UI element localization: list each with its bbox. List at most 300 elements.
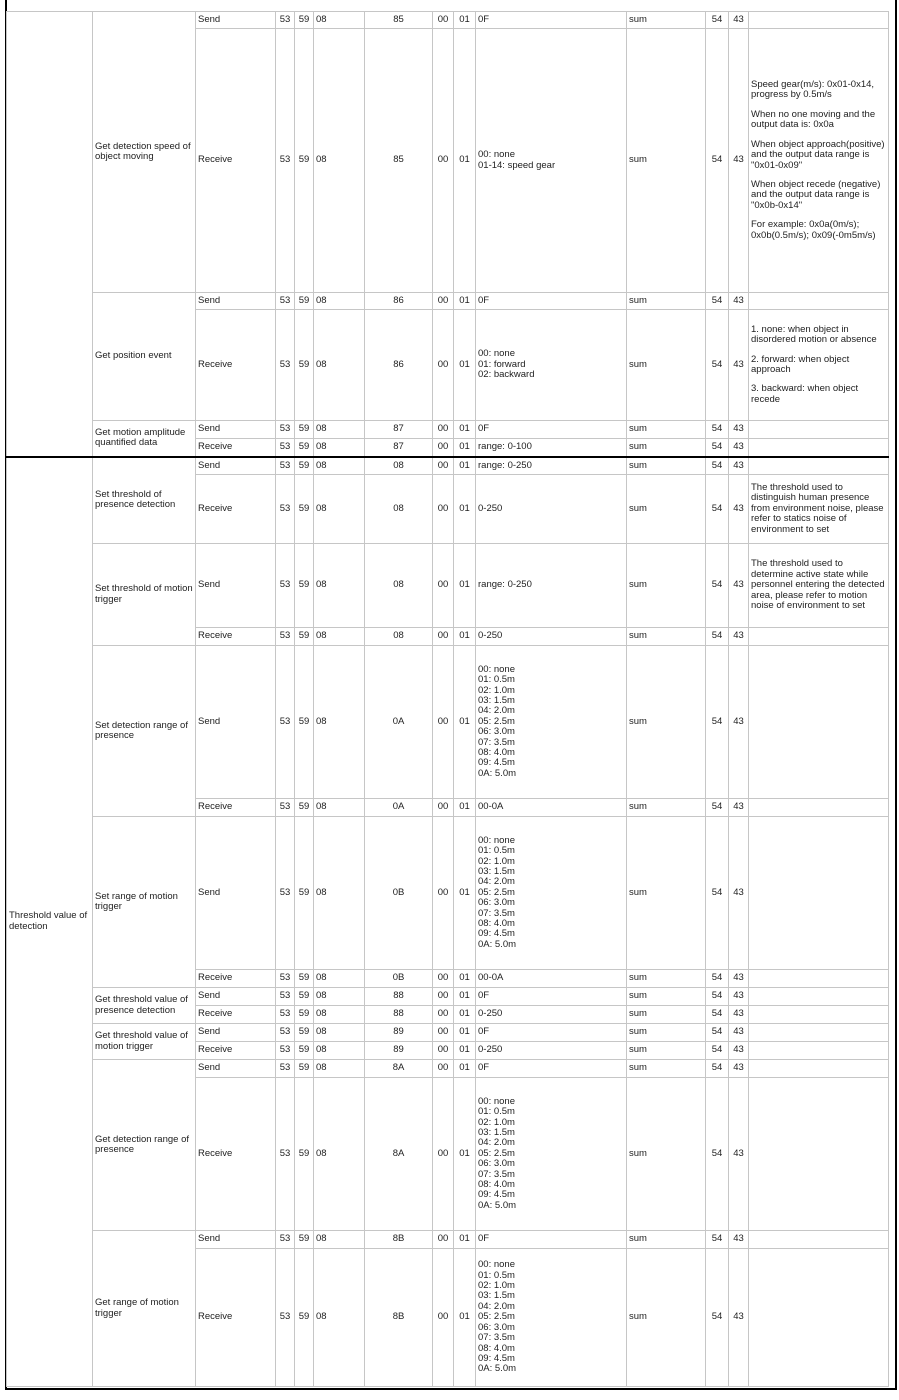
data-value-line: range: 0-250 <box>478 579 532 591</box>
length-byte-2: 01 <box>454 1060 476 1078</box>
data-value-line: 06: 3.0m <box>478 897 515 909</box>
direction-cell: Receive <box>196 475 276 544</box>
length-byte-1: 00 <box>433 817 454 970</box>
note-cell <box>749 439 889 457</box>
length-byte-1: 00 <box>433 475 454 544</box>
length-byte-2: 01 <box>454 421 476 439</box>
command-word: 8B <box>365 1231 433 1249</box>
header-byte-1: 53 <box>276 799 295 817</box>
note-cell <box>749 310 889 421</box>
data-cell <box>476 1042 627 1060</box>
length-byte-2: 01 <box>454 799 476 817</box>
data-value-line: 0F <box>478 13 490 25</box>
data-value-line: 04: 2.0m <box>478 1137 515 1149</box>
data-cell <box>476 1231 627 1249</box>
direction-cell: Receive <box>196 439 276 457</box>
table-row <box>7 421 889 439</box>
data-value-line: 0F <box>478 294 490 306</box>
direction-cell: Send <box>196 646 276 799</box>
checksum-cell: sum <box>627 29 706 293</box>
tail-byte-1: 54 <box>706 1060 729 1078</box>
tail-byte-1: 54 <box>706 293 729 310</box>
data-cell <box>476 1060 627 1078</box>
length-byte-1: 00 <box>433 421 454 439</box>
note-paragraph: For example: 0x0a(0m/s); 0x0b(0.5m/s); 0x09(-0m5m/s) <box>751 219 876 241</box>
data-value-line: 04: 2.0m <box>478 876 515 888</box>
tail-byte-2: 43 <box>729 439 749 457</box>
data-value-line: 09: 4.5m <box>478 928 515 940</box>
command-word: 0B <box>365 817 433 970</box>
tail-byte-2: 43 <box>729 1078 749 1231</box>
data-cell <box>476 1024 627 1042</box>
data-value-line: 06: 3.0m <box>478 1321 515 1333</box>
control-word: 08 <box>314 1249 365 1387</box>
length-byte-1: 00 <box>433 439 454 457</box>
length-byte-2: 01 <box>454 544 476 628</box>
data-cell <box>476 970 627 988</box>
checksum-cell: sum <box>627 1006 706 1024</box>
table-row <box>7 1060 889 1078</box>
direction-cell: Send <box>196 293 276 310</box>
note-paragraph: When object approach(positive) and the output data range is "0x01-0x09" <box>751 138 885 171</box>
data-value-line: 07: 3.5m <box>478 1168 515 1180</box>
data-cell <box>476 29 627 293</box>
data-cell <box>476 293 627 310</box>
length-byte-2: 01 <box>454 457 476 475</box>
command-word: 08 <box>365 475 433 544</box>
length-byte-2: 01 <box>454 12 476 29</box>
data-value-line: 00: none <box>478 348 515 360</box>
data-cell <box>476 1249 627 1387</box>
tail-byte-2: 43 <box>729 817 749 970</box>
command-word: 89 <box>365 1024 433 1042</box>
data-cell <box>476 310 627 421</box>
header-byte-2: 59 <box>295 1249 314 1387</box>
data-cell <box>476 1078 627 1231</box>
header-byte-2: 59 <box>295 1006 314 1024</box>
table-row <box>7 544 889 628</box>
tail-byte-2: 43 <box>729 1231 749 1249</box>
header-byte-2: 59 <box>295 293 314 310</box>
data-value-line: 00: none <box>478 1259 515 1271</box>
data-cell <box>476 421 627 439</box>
data-cell <box>476 817 627 970</box>
length-byte-2: 01 <box>454 628 476 646</box>
note-cell <box>749 1060 889 1078</box>
data-value-line: 00: none <box>478 663 515 675</box>
direction-cell: Receive <box>196 628 276 646</box>
header-byte-1: 53 <box>276 439 295 457</box>
data-value-line: 00-0A <box>478 801 504 813</box>
tail-byte-2: 43 <box>729 646 749 799</box>
length-byte-2: 01 <box>454 646 476 799</box>
tail-byte-1: 54 <box>706 628 729 646</box>
data-value-line: 0A: 5.0m <box>478 1199 517 1211</box>
data-cell <box>476 1006 627 1024</box>
data-cell <box>476 475 627 544</box>
command-word: 88 <box>365 1006 433 1024</box>
direction-cell: Send <box>196 1231 276 1249</box>
data-value-line: 0F <box>478 1233 490 1245</box>
length-byte-1: 00 <box>433 1060 454 1078</box>
command-word: 85 <box>365 29 433 293</box>
page-bottom-border <box>5 1388 897 1390</box>
control-word: 08 <box>314 29 365 293</box>
header-byte-2: 59 <box>295 421 314 439</box>
header-byte-1: 53 <box>276 544 295 628</box>
length-byte-1: 00 <box>433 1078 454 1231</box>
command-name: Get detection range of presence <box>93 1060 196 1231</box>
command-word: 08 <box>365 544 433 628</box>
header-byte-1: 53 <box>276 817 295 970</box>
direction-cell: Send <box>196 988 276 1006</box>
data-value-line: 02: 1.0m <box>478 855 515 867</box>
header-byte-1: 53 <box>276 1006 295 1024</box>
length-byte-2: 01 <box>454 1231 476 1249</box>
data-cell <box>476 457 627 475</box>
checksum-cell: sum <box>627 475 706 544</box>
data-value-line: 01: 0.5m <box>478 1106 515 1118</box>
header-byte-2: 59 <box>295 628 314 646</box>
tail-byte-1: 54 <box>706 421 729 439</box>
length-byte-2: 01 <box>454 29 476 293</box>
note-paragraph: 2. forward: when object approach <box>751 353 850 375</box>
tail-byte-2: 43 <box>729 1042 749 1060</box>
note-cell <box>749 646 889 799</box>
checksum-cell: sum <box>627 988 706 1006</box>
data-cell <box>476 439 627 457</box>
data-value-line: 0F <box>478 1062 490 1074</box>
header-byte-1: 53 <box>276 1024 295 1042</box>
note-cell <box>749 293 889 310</box>
data-value-line: 08: 4.0m <box>478 918 515 930</box>
direction-cell: Send <box>196 544 276 628</box>
note-cell <box>749 799 889 817</box>
length-byte-1: 00 <box>433 1042 454 1060</box>
length-byte-1: 00 <box>433 12 454 29</box>
note-paragraph: The threshold used to determine active state while personnel entering the detected area, please refer to motion noise of environment to set <box>751 558 885 612</box>
note-cell <box>749 970 889 988</box>
tail-byte-2: 43 <box>729 1249 749 1387</box>
checksum-cell: sum <box>627 628 706 646</box>
command-name: Get threshold value of motion trigger <box>93 1024 196 1060</box>
note-cell <box>749 29 889 293</box>
command-name: Get range of motion trigger <box>93 1231 196 1387</box>
command-word: 08 <box>365 628 433 646</box>
tail-byte-1: 54 <box>706 1042 729 1060</box>
length-byte-1: 00 <box>433 628 454 646</box>
note-cell <box>749 12 889 29</box>
command-word: 85 <box>365 12 433 29</box>
table-row <box>7 12 889 29</box>
data-cell <box>476 12 627 29</box>
length-byte-2: 01 <box>454 1006 476 1024</box>
command-name: Set threshold of motion trigger <box>93 544 196 646</box>
checksum-cell: sum <box>627 421 706 439</box>
direction-cell: Receive <box>196 1249 276 1387</box>
note-cell <box>749 475 889 544</box>
tail-byte-1: 54 <box>706 12 729 29</box>
data-value-line: 0F <box>478 1026 490 1038</box>
length-byte-2: 01 <box>454 1024 476 1042</box>
control-word: 08 <box>314 475 365 544</box>
note-cell <box>749 544 889 628</box>
protocol-table-body <box>7 12 889 1387</box>
data-value-line: 01: 0.5m <box>478 674 515 686</box>
data-value-line: 00: none <box>478 1095 515 1107</box>
checksum-cell: sum <box>627 646 706 799</box>
length-byte-2: 01 <box>454 293 476 310</box>
note-cell <box>749 988 889 1006</box>
control-word: 08 <box>314 421 365 439</box>
length-byte-2: 01 <box>454 817 476 970</box>
direction-cell: Send <box>196 457 276 475</box>
command-word: 88 <box>365 988 433 1006</box>
header-byte-1: 53 <box>276 29 295 293</box>
header-byte-2: 59 <box>295 1024 314 1042</box>
command-word: 0A <box>365 646 433 799</box>
note-paragraph: Speed gear(m/s): 0x01-0x14, progress by 0.5m/s <box>751 79 875 101</box>
length-byte-1: 00 <box>433 799 454 817</box>
tail-byte-2: 43 <box>729 457 749 475</box>
control-word: 08 <box>314 646 365 799</box>
header-byte-1: 53 <box>276 628 295 646</box>
header-byte-2: 59 <box>295 544 314 628</box>
data-value-line: 0A: 5.0m <box>478 767 517 779</box>
data-value-line: 0-250 <box>478 1044 503 1056</box>
length-byte-2: 01 <box>454 1042 476 1060</box>
control-word: 08 <box>314 544 365 628</box>
header-byte-1: 53 <box>276 646 295 799</box>
data-value-line: 08: 4.0m <box>478 747 515 759</box>
tail-byte-2: 43 <box>729 1024 749 1042</box>
header-byte-2: 59 <box>295 1078 314 1231</box>
data-value-line: 03: 1.5m <box>478 694 515 706</box>
direction-cell: Send <box>196 1060 276 1078</box>
data-value-line: 0-250 <box>478 502 503 514</box>
tail-byte-1: 54 <box>706 988 729 1006</box>
control-word: 08 <box>314 1006 365 1024</box>
length-byte-1: 00 <box>433 646 454 799</box>
data-value-line: range: 0-250 <box>478 459 532 471</box>
length-byte-2: 01 <box>454 439 476 457</box>
tail-byte-1: 54 <box>706 1231 729 1249</box>
header-byte-2: 59 <box>295 988 314 1006</box>
data-value-line: 05: 2.5m <box>478 1147 515 1159</box>
checksum-cell: sum <box>627 1024 706 1042</box>
tail-byte-2: 43 <box>729 544 749 628</box>
header-byte-2: 59 <box>295 970 314 988</box>
data-value-line: 08: 4.0m <box>478 1342 515 1354</box>
data-value-line: 03: 1.5m <box>478 1126 515 1138</box>
direction-cell: Receive <box>196 1042 276 1060</box>
length-byte-1: 00 <box>433 457 454 475</box>
length-byte-2: 01 <box>454 988 476 1006</box>
header-byte-1: 53 <box>276 310 295 421</box>
control-word: 08 <box>314 1060 365 1078</box>
data-value-line: 03: 1.5m <box>478 865 515 877</box>
data-value-line: 04: 2.0m <box>478 1300 515 1312</box>
tail-byte-1: 54 <box>706 1078 729 1231</box>
data-value-line: 05: 2.5m <box>478 886 515 898</box>
note-cell <box>749 1024 889 1042</box>
direction-cell: Receive <box>196 1078 276 1231</box>
header-byte-1: 53 <box>276 421 295 439</box>
length-byte-1: 00 <box>433 1231 454 1249</box>
control-word: 08 <box>314 310 365 421</box>
tail-byte-1: 54 <box>706 439 729 457</box>
command-word: 08 <box>365 457 433 475</box>
direction-cell: Receive <box>196 970 276 988</box>
direction-cell: Receive <box>196 310 276 421</box>
tail-byte-1: 54 <box>706 646 729 799</box>
table-row <box>7 1024 889 1042</box>
header-byte-1: 53 <box>276 1060 295 1078</box>
tail-byte-1: 54 <box>706 1249 729 1387</box>
checksum-cell: sum <box>627 970 706 988</box>
data-value-line: 08: 4.0m <box>478 1179 515 1191</box>
data-value-line: 03: 1.5m <box>478 1290 515 1302</box>
header-byte-2: 59 <box>295 475 314 544</box>
header-byte-1: 53 <box>276 1249 295 1387</box>
page-right-border <box>895 0 897 1390</box>
data-value-line: 00: none <box>478 834 515 846</box>
data-value-line: 02: 1.0m <box>478 684 515 696</box>
tail-byte-2: 43 <box>729 628 749 646</box>
command-word: 87 <box>365 439 433 457</box>
section-label: Threshold value of detection <box>7 457 93 1387</box>
checksum-cell: sum <box>627 1060 706 1078</box>
header-byte-1: 53 <box>276 293 295 310</box>
command-word: 8A <box>365 1078 433 1231</box>
table-row <box>7 646 889 799</box>
control-word: 08 <box>314 628 365 646</box>
data-value-line: 07: 3.5m <box>478 907 515 919</box>
tail-byte-2: 43 <box>729 988 749 1006</box>
data-value-line: 0F <box>478 990 490 1002</box>
command-word: 86 <box>365 293 433 310</box>
direction-cell: Send <box>196 817 276 970</box>
data-value-line: 04: 2.0m <box>478 705 515 717</box>
data-value-line: 0F <box>478 423 490 435</box>
command-word: 86 <box>365 310 433 421</box>
header-byte-1: 53 <box>276 1078 295 1231</box>
checksum-cell: sum <box>627 1042 706 1060</box>
tail-byte-1: 54 <box>706 544 729 628</box>
note-cell <box>749 817 889 970</box>
note-cell <box>749 1006 889 1024</box>
data-value-line: 00: none <box>478 149 515 161</box>
tail-byte-2: 43 <box>729 1060 749 1078</box>
command-name: Set detection range of presence <box>93 646 196 817</box>
data-value-line: 06: 3.0m <box>478 1158 515 1170</box>
protocol-table <box>6 11 889 1387</box>
header-byte-1: 53 <box>276 1042 295 1060</box>
checksum-cell: sum <box>627 293 706 310</box>
length-byte-1: 00 <box>433 310 454 421</box>
length-byte-1: 00 <box>433 988 454 1006</box>
tail-byte-1: 54 <box>706 1024 729 1042</box>
length-byte-2: 01 <box>454 310 476 421</box>
length-byte-1: 00 <box>433 1006 454 1024</box>
command-name: Get detection speed of object moving <box>93 12 196 293</box>
data-cell <box>476 988 627 1006</box>
data-value-line: 06: 3.0m <box>478 726 515 738</box>
note-cell <box>749 457 889 475</box>
note-paragraph: 1. none: when object in disordered motion or absence <box>751 323 877 346</box>
tail-byte-2: 43 <box>729 799 749 817</box>
tail-byte-2: 43 <box>729 293 749 310</box>
data-cell <box>476 799 627 817</box>
data-value-line: 09: 4.5m <box>478 1189 515 1201</box>
data-value-line: 01-14: speed gear <box>478 159 556 171</box>
checksum-cell: sum <box>627 310 706 421</box>
note-cell <box>749 1042 889 1060</box>
checksum-cell: sum <box>627 544 706 628</box>
tail-byte-1: 54 <box>706 29 729 293</box>
command-name: Get threshold value of presence detection <box>93 988 196 1024</box>
checksum-cell: sum <box>627 817 706 970</box>
control-word: 08 <box>314 817 365 970</box>
header-byte-1: 53 <box>276 12 295 29</box>
tail-byte-2: 43 <box>729 12 749 29</box>
table-row <box>7 293 889 310</box>
length-byte-1: 00 <box>433 29 454 293</box>
header-byte-2: 59 <box>295 12 314 29</box>
note-cell <box>749 1249 889 1387</box>
note-paragraph: When object recede (negative) and the output data range is "0x0b-0x14" <box>751 178 881 211</box>
direction-cell: Send <box>196 1024 276 1042</box>
header-byte-2: 59 <box>295 310 314 421</box>
tail-byte-2: 43 <box>729 1006 749 1024</box>
data-cell <box>476 646 627 799</box>
checksum-cell: sum <box>627 1078 706 1231</box>
header-byte-2: 59 <box>295 1060 314 1078</box>
control-word: 08 <box>314 1024 365 1042</box>
tail-byte-1: 54 <box>706 1006 729 1024</box>
command-name: Set threshold of presence detection <box>93 457 196 544</box>
length-byte-1: 00 <box>433 293 454 310</box>
command-word: 0B <box>365 970 433 988</box>
table-row <box>7 1231 889 1249</box>
header-byte-2: 59 <box>295 1231 314 1249</box>
direction-cell: Receive <box>196 1006 276 1024</box>
control-word: 08 <box>314 1078 365 1231</box>
tail-byte-1: 54 <box>706 475 729 544</box>
direction-cell: Send <box>196 12 276 29</box>
note-paragraph: The threshold used to distinguish human presence from environment noise, please refer to statics noise of environment to set <box>751 481 884 535</box>
command-name: Get position event <box>93 293 196 421</box>
length-byte-2: 01 <box>454 475 476 544</box>
direction-cell: Send <box>196 421 276 439</box>
data-value-line: 02: backward <box>478 369 535 381</box>
data-value-line: 00-0A <box>478 972 504 984</box>
header-byte-1: 53 <box>276 457 295 475</box>
data-value-line: 05: 2.5m <box>478 715 515 727</box>
tail-byte-1: 54 <box>706 457 729 475</box>
control-word: 08 <box>314 293 365 310</box>
data-value-line: 02: 1.0m <box>478 1116 515 1128</box>
direction-cell: Receive <box>196 799 276 817</box>
data-value-line: 01: 0.5m <box>478 1269 515 1281</box>
data-value-line: 0A: 5.0m <box>478 938 517 950</box>
data-value-line: 05: 2.5m <box>478 1311 515 1323</box>
header-byte-2: 59 <box>295 817 314 970</box>
command-word: 8A <box>365 1060 433 1078</box>
checksum-cell: sum <box>627 1231 706 1249</box>
data-value-line: 07: 3.5m <box>478 1332 515 1344</box>
command-word: 0A <box>365 799 433 817</box>
